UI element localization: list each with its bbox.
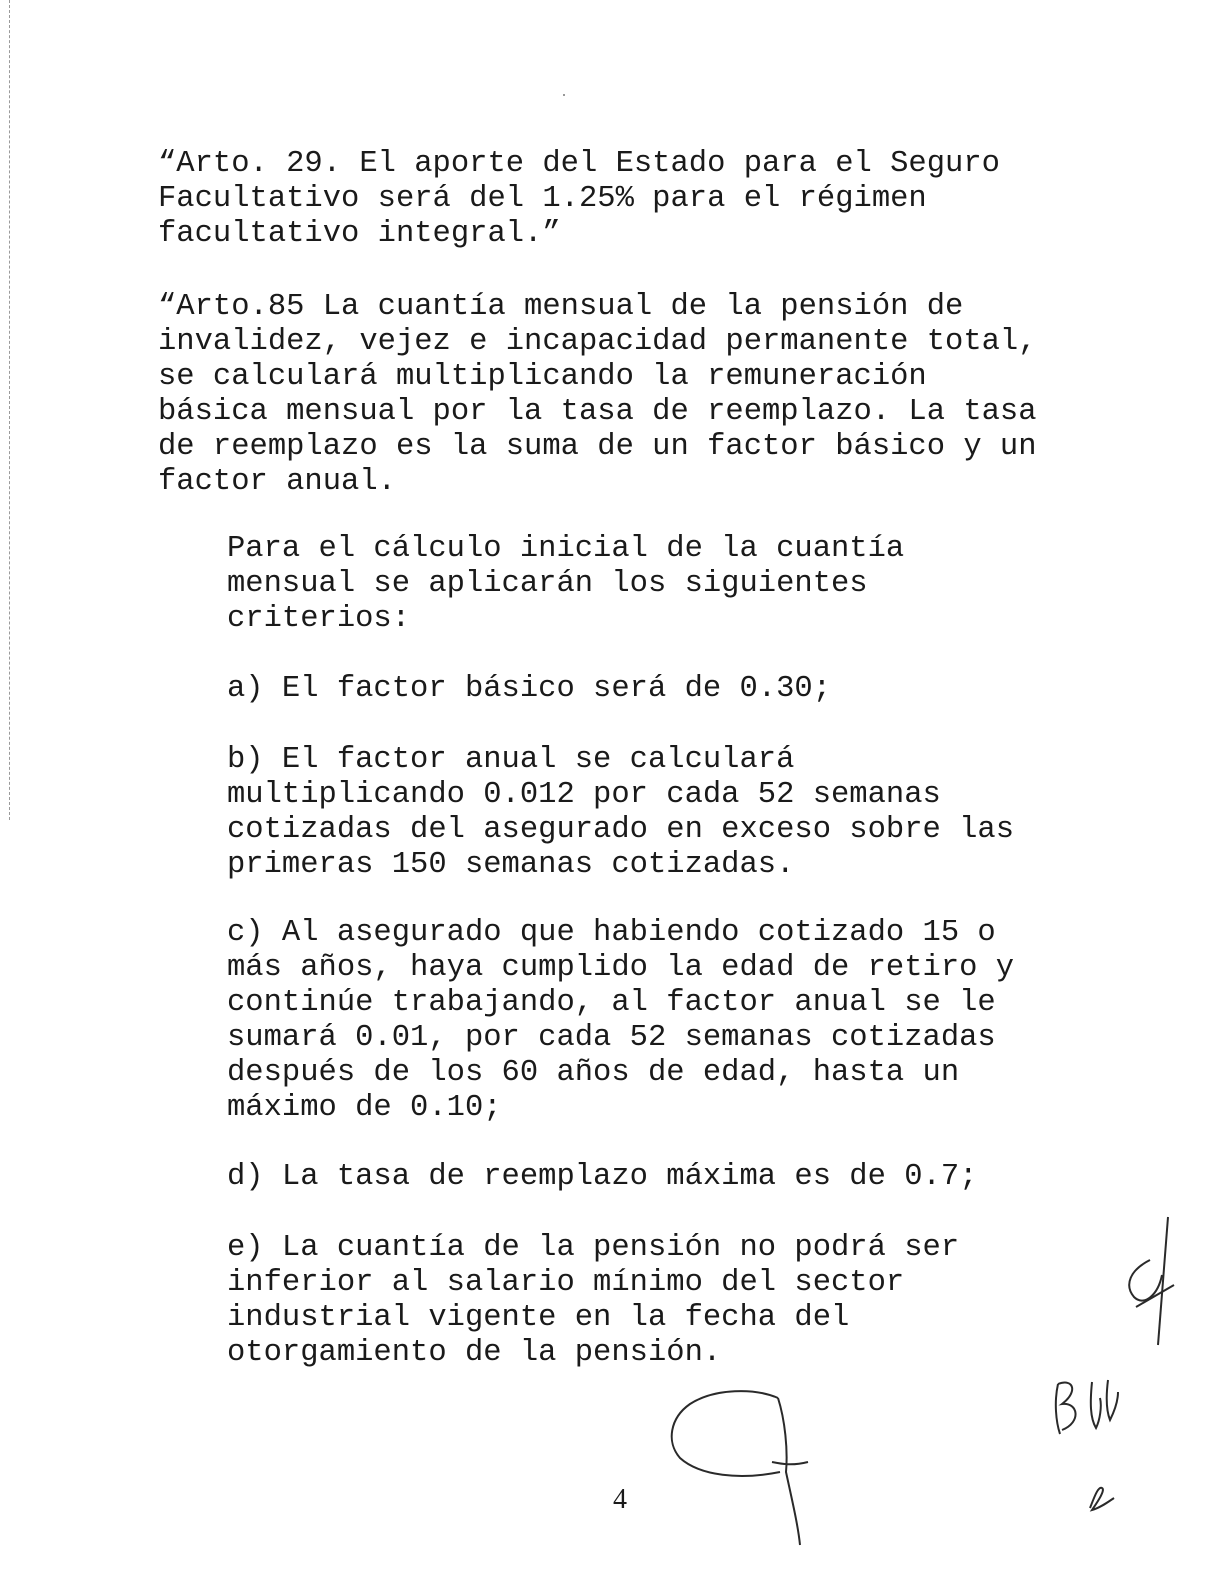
criterion-e: e) La cuantía de la pensión no podrá ser inferior al salario mínimo del sector industrial vigente en la fecha del otorgamiento de la pensión. [227, 1231, 960, 1370]
scan-binding-edge [9, 0, 10, 820]
scan-speck [563, 94, 565, 96]
criterion-d: d) La tasa de reemplazo máxima es de 0.7; [227, 1160, 978, 1194]
criterion-a: a) El factor básico será de 0.30; [227, 672, 831, 706]
signature-large [660, 1380, 820, 1550]
article-85-paragraph: “Arto.85 La cuantía mensual de la pensión de invalidez, vejez e incapacidad permanente total, se calculará multiplicando la remuneración básica mensual por la tasa de reemplazo. La tasa de reemplazo es la suma de un factor básico y un factor anual. [158, 290, 1037, 499]
criteria-intro-paragraph: Para el cálculo inicial de la cuantía mensual se aplicarán los siguientes criterios: [227, 532, 905, 636]
handwritten-initial-mark [1110, 1215, 1180, 1375]
article-29-paragraph: “Arto. 29. El aporte del Estado para el Seguro Facultativo será del 1.25% para el régimen facultativo integral.” [158, 147, 1000, 251]
criterion-b: b) El factor anual se calculará multiplicando 0.012 por cada 52 semanas cotizadas del asegurado en exceso sobre las primeras 150 semanas cotizadas. [227, 743, 1015, 882]
handwritten-small-mark [1082, 1478, 1122, 1518]
handwritten-initials [1048, 1372, 1128, 1452]
page-number: 4 [613, 1484, 627, 1515]
criterion-c: c) Al asegurado que habiendo cotizado 15 o más años, haya cumplido la edad de retiro y continúe trabajando, al factor anual se le sumará 0.01, por cada 52 semanas cotizadas después de los 60 años de edad, hasta un máximo de 0.10; [227, 916, 1015, 1125]
